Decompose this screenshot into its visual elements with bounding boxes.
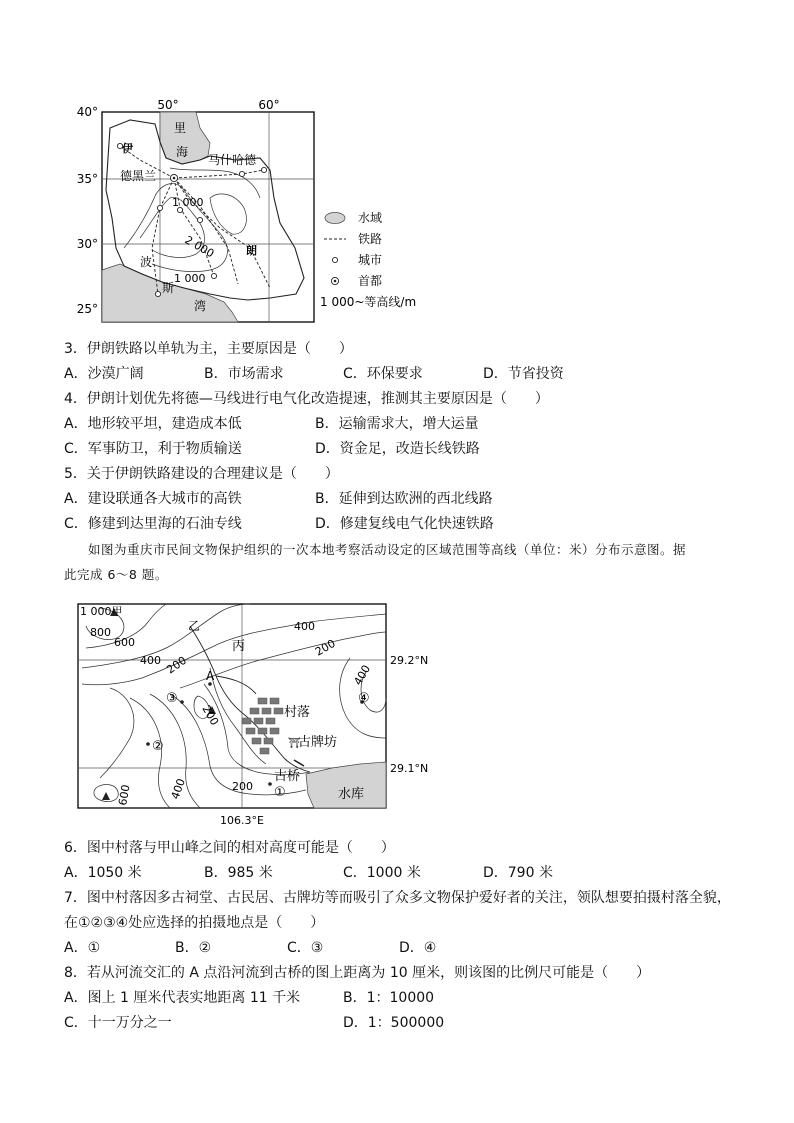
label-li: 里 (174, 121, 187, 135)
label-mashihade: 马什哈德 (208, 153, 257, 167)
q8-option-d[interactable]: D．1：500000 (343, 1015, 445, 1031)
lat-35: 35° (76, 172, 98, 186)
question-4-stem: 4．伊朗计划优先将德—马线进行电气化改造提速，推测其主要原因是（ ） (64, 391, 549, 407)
question-6-stem: 6．图中村落与甲山峰之间的相对高度可能是（ ） (64, 840, 395, 856)
q5-option-b[interactable]: B．延伸到达欧洲的西北线路 (315, 491, 493, 507)
intro-line-2: 此完成 6～8 题。 (64, 567, 168, 582)
point-2-dot (146, 742, 150, 746)
label-bo: 波 (140, 255, 153, 269)
question-5-stem: 5．关于伊朗铁路建设的合理建议是（ ） (64, 466, 339, 482)
q5-option-c[interactable]: C．修建到达里海的石油专线 (64, 516, 242, 532)
contour-label-600b: 600 (116, 783, 133, 807)
map1-legend (320, 210, 416, 309)
contour-label-2000: 2 000 (182, 233, 217, 261)
legend-contour-label: 1 000~等高线/m (320, 295, 417, 309)
lat-label-29-1: 29.1°N (390, 762, 429, 775)
label-hai: 海 (176, 145, 189, 159)
question-7-stem: 7．图中村落因多古祠堂、古民居、古牌坊等而吸引了众多文物保护爱好者的关注，领队想要拍摄村落全貌， (64, 890, 731, 906)
question-8-stem: 8．若从河流交汇的 A 点沿河流到古桥的图上距离为 10 厘米，则该图的比例尺可能是（ ） (64, 965, 651, 981)
intro-text (64, 537, 744, 587)
q8-option-a[interactable]: A．图上 1 厘米代表实地距离 11 千米 (64, 990, 301, 1006)
q3-option-c[interactable]: C．环保要求 (343, 366, 423, 382)
legend-water-swatch (325, 213, 345, 224)
contour-label-400a: 400 (140, 654, 161, 667)
label-yi: 伊 (122, 142, 133, 155)
legend-water-label: 水域 (358, 211, 383, 225)
label-si: 斯 (162, 281, 175, 295)
contour-label-400b: 400 (294, 620, 315, 633)
q5-option-d[interactable]: D．修建复线电气化快速铁路 (315, 516, 494, 532)
q8-option-c[interactable]: C．十一万分之一 (64, 1015, 172, 1031)
contour-label-800: 800 (90, 626, 111, 639)
intro-line-1: 如图为重庆市民间文物保护组织的一次本地考察活动设定的区域范围等高线（单位：米）分布示意图。据 (88, 542, 687, 557)
label-point-1: ① (274, 785, 286, 800)
memorial-arch-icon: ⛩ (288, 738, 301, 749)
label-point-a: A (206, 669, 215, 683)
label-memorial: 古牌坊 (298, 735, 338, 750)
label-yi: 乙 (188, 619, 201, 633)
label-point-4: ④ (358, 691, 370, 706)
legend-city-label: 城市 (358, 253, 383, 267)
legend-city-swatch (332, 257, 337, 262)
label-bridge: 古桥 (274, 769, 301, 784)
q4-option-b[interactable]: B．运输需求大，增大运量 (315, 416, 479, 432)
contour-label-600a: 600 (114, 636, 135, 649)
q4-option-c[interactable]: C．军事防卫，利于物质输送 (64, 441, 242, 457)
q6-option-c[interactable]: C．1000 米 (343, 865, 421, 881)
contour-label-200b: 200 (313, 636, 338, 659)
label-deheilan: 德黑兰 (120, 169, 157, 183)
label-village: 村落 (284, 705, 311, 720)
legend-capital-dot (334, 280, 337, 283)
q3-option-b[interactable]: B．市场需求 (204, 366, 284, 382)
label-lang: 朗 (246, 244, 257, 257)
contour-label-200c: 200 (199, 703, 222, 728)
q6-option-d[interactable]: D．790 米 (483, 865, 553, 881)
q8-option-b[interactable]: B．1：10000 (343, 990, 435, 1006)
contour-label-200d: 200 (232, 780, 253, 793)
legend-rail-label: 铁路 (358, 232, 383, 246)
lon-50: 50° (157, 98, 179, 112)
lat-25: 25° (76, 302, 98, 316)
lon-60: 60° (258, 98, 280, 112)
lat-label-29-2: 29.2°N (390, 654, 429, 667)
legend-capital-label: 首都 (358, 274, 383, 288)
contour-label-400c: 400 (351, 662, 374, 688)
q7-option-b[interactable]: B．② (175, 940, 212, 956)
q7-option-a[interactable]: A．① (64, 940, 101, 956)
q6-option-b[interactable]: B．985 米 (204, 865, 273, 881)
peak-jia-label: 1 000甲 (80, 605, 123, 618)
lat-30: 30° (76, 237, 98, 251)
lat-40: 40° (76, 105, 98, 119)
q3-option-a[interactable]: A．沙漠广阔 (64, 366, 144, 382)
contour-label-200a: 200 (164, 653, 189, 677)
label-bing: 丙 (232, 639, 246, 654)
q3-option-d[interactable]: D．节省投资 (483, 366, 564, 382)
capital-tehran (170, 174, 177, 181)
question-7-stem-2: 在①②③④处应选择的拍摄地点是（ ） (64, 915, 325, 931)
label-point-3: ③ (166, 691, 178, 706)
q7-option-c[interactable]: C．③ (287, 940, 324, 956)
q7-option-d[interactable]: D．④ (399, 940, 437, 956)
contour-label-400d: 400 (168, 776, 189, 802)
point-1-dot (268, 782, 272, 786)
q6-option-a[interactable]: A．1050 米 (64, 865, 142, 881)
contour-label-1000b: 1 000 (174, 272, 206, 285)
contour-label-1000a: 1 000 (172, 196, 204, 209)
q5-option-a[interactable]: A．建设联通各大城市的高铁 (64, 491, 242, 507)
point-3-dot (180, 700, 184, 704)
lon-label-106-3: 106.3°E (220, 814, 264, 827)
q4-option-d[interactable]: D．资金足，改造长线铁路 (315, 441, 480, 457)
label-point-2: ② (152, 739, 164, 754)
iran-map (60, 98, 430, 328)
q4-option-a[interactable]: A．地形较平坦，建造成本低 (64, 416, 242, 432)
question-3-stem: 3．伊朗铁路以单轨为主，主要原因是（ ） (64, 341, 353, 357)
label-reservoir: 水库 (338, 787, 365, 802)
contour-map (70, 598, 440, 830)
label-wan: 湾 (194, 299, 207, 313)
